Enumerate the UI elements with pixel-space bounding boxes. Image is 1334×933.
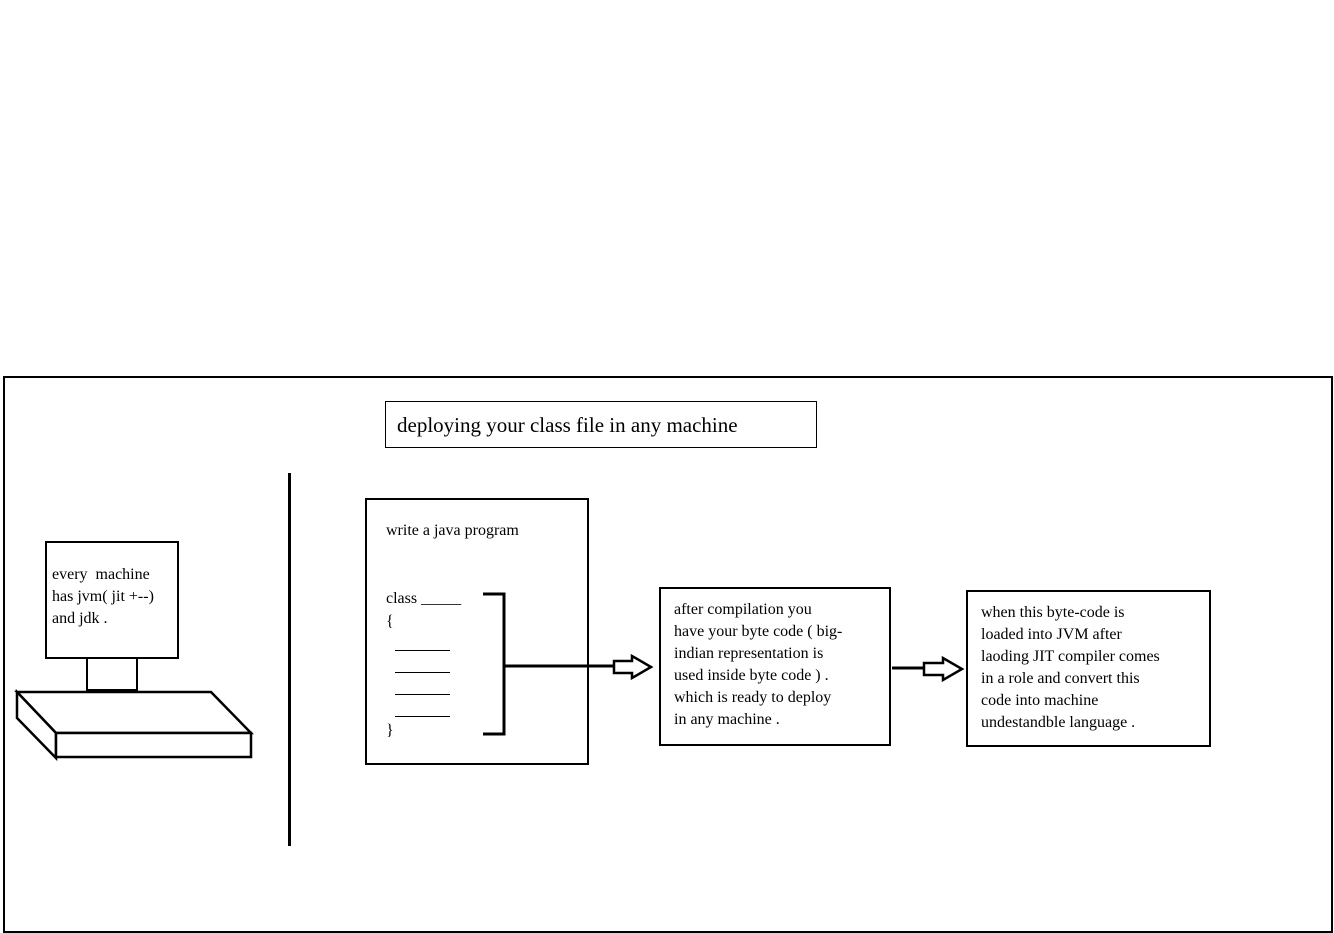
diagram-title: deploying your class file in any machine bbox=[385, 401, 817, 448]
code-placeholder-line bbox=[395, 672, 450, 673]
jvm-text-line: code into machine bbox=[981, 692, 1099, 709]
code-placeholder-line bbox=[395, 694, 450, 695]
code-open-brace: { bbox=[386, 613, 394, 630]
jvm-text-line: in a role and convert this bbox=[981, 670, 1140, 687]
jvm-text-line: undestandble language . bbox=[981, 714, 1136, 731]
code-close-brace: } bbox=[386, 722, 394, 739]
code-placeholder-line bbox=[395, 650, 450, 651]
jvm-text-line: loaded into JVM after bbox=[981, 626, 1122, 643]
compilation-text-line: indian representation is bbox=[674, 645, 824, 662]
code-class-line: class _____ bbox=[386, 590, 462, 607]
compilation-text-line: used inside byte code ) . bbox=[674, 667, 829, 684]
jvm-text-line: when this byte-code is bbox=[981, 604, 1125, 621]
compilation-box bbox=[659, 587, 891, 746]
compilation-text-line: which is ready to deploy bbox=[674, 689, 832, 706]
code-placeholder-line bbox=[395, 716, 450, 717]
machine-description: every machine has jvm( jit +--) and jdk . bbox=[52, 566, 154, 627]
compilation-text-line: in any machine . bbox=[674, 711, 780, 728]
compilation-text-line: after compilation you bbox=[674, 601, 812, 618]
jvm-box bbox=[966, 590, 1211, 747]
java-program-title: write a java program bbox=[386, 522, 519, 539]
jvm-text-line: laoding JIT compiler comes bbox=[981, 648, 1160, 665]
compilation-text-line: have your byte code ( big- bbox=[674, 623, 843, 640]
